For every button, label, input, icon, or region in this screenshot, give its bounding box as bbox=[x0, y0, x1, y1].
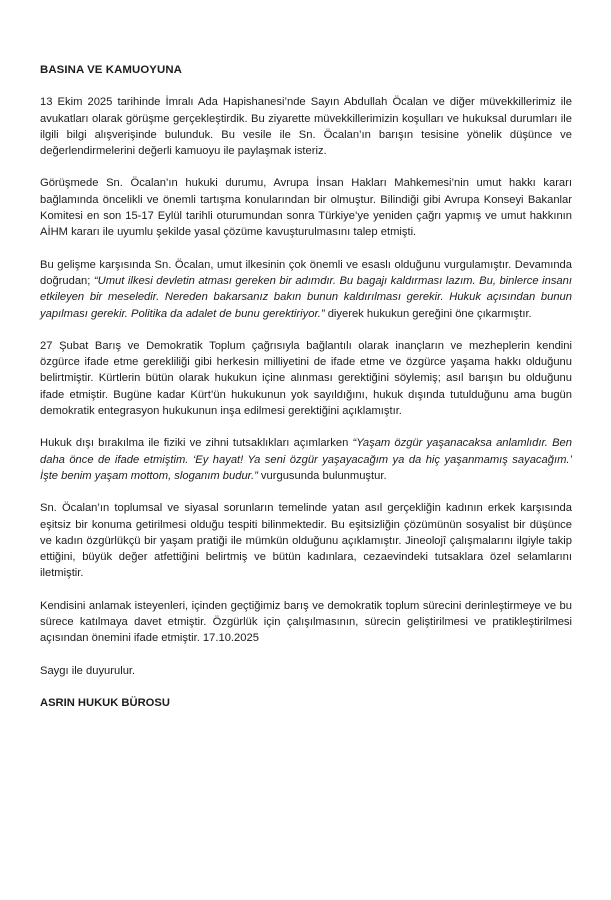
text-run: Bu gelişme karşısında Sn. Öcalan, umut ilkesinin çok önemli ve esaslı olduğunu vurgulamıştır. Devamında doğrudan; bbox=[40, 258, 572, 287]
text-run: diyerek hukukun gereğini öne çıkarmıştır. bbox=[324, 307, 532, 320]
paragraph-invitation-date bbox=[40, 598, 572, 647]
ocalan-quote-italic: “Umut ilkesi devletin atması gereken bir adımdır. Bu bagajı kaldırması lazım. Bu, binlerce insanı etkileyen bir meseledir. Nereden bakarsanız bakın bunun kaldırılması gerekir. Hukuk açısından bunun yapılması gerekir. Politika da adalet de bunu gerektiriyor.” bbox=[40, 274, 572, 320]
closing-line: Saygı ile duyurulur. bbox=[40, 664, 136, 677]
text-run: Kendisini anlamak isteyenleri, içinden geçtiğimiz barış ve demokratik toplum sürecini derinleştirmeye ve bu sürece katılmaya davet etmiştir. Özgürlük için çalışılmasının, sürecin geliştirilmesi ve pratikleştirilmesi açısından önemini ifade etmiştir. 17.10.2025 bbox=[40, 599, 572, 645]
text-run: Görüşmede Sn. Öcalan’ın hukuki durumu, Avrupa İnsan Hakları Mahkemesi’nin umut hakkı kararı bağlamında öncelikli ve önemli tartışma konularından bir olmuştur. Bilindiği gibi Avrupa Konseyi Bakanlar Komitesi en son 15-17 Eylül tarihli oturumundan sonra Türkiye’ye yeniden çağrı yapmış ve umut hakkının AİHM kararı ile uyumlu şekilde yasal çözüme kavuşturulmasını talep etmişti. bbox=[40, 177, 572, 239]
paragraph-women-equality bbox=[40, 500, 572, 581]
paragraph-hope-principle bbox=[40, 257, 572, 322]
document-title: BASINA VE KAMUOYUNA bbox=[40, 64, 182, 76]
paragraph-meeting-intro bbox=[40, 94, 572, 159]
text-run: 13 Ekim 2025 tarihinde İmralı Ada Hapishanesi’nde Sayın Abdullah Öcalan ve diğer müvekkillerimiz ile avukatları olarak görüşme gerçekleştirdik. Bu ziyarette müvekkillerimizin koşulları ve hukuksal durumları ile ilgili bilgi alışverişinde bulunduk. Bu vesile ile Sn. Öcalan’ın barışın tesisine yönelik düşünce ve değerlendirmelerini değerli kamuoyu ile paylaşmak isteriz. bbox=[40, 96, 572, 158]
ocalan-quote-italic: “Yaşam özgür yaşanacaksa anlamlıdır. Ben daha önce de ifade etmiştim. ‘Ey hayat! Ya seni özgür yaşayacağım ya da hiç yaşanmamış sayacağım.’ İşte benim yaşam mottom, sloganım budur.” bbox=[40, 437, 572, 482]
text-run: vurgusunda bulunmuştur. bbox=[257, 469, 387, 482]
paragraph-legal-status bbox=[40, 175, 572, 240]
text-run: 27 Şubat Barış ve Demokratik Toplum çağrısıyla bağlantılı olarak inançların ve mezheplerin kendini özgürce ifade etme gerekliliği gibi herkesin milliyetini de ifade etme ve özgürce yaşama hakkı olduğunu belirtmiştir. Kürtlerin bütün olarak hukukun içine alınması gerektiğini söylemiş; asıl barışın bu olduğunu ifade etmiştir. Bugüne kadar Kürt’ün hukukunun yok sayıldığını, hukuk dışında tutulduğunu ama bugün demokratik entegrasyon hukukunun inşa edilmesi gerektiğini açıklamıştır. bbox=[40, 339, 572, 418]
text-run: Hukuk dışı bırakılma ile fiziki ve zihni tutsaklıkları açımlarken bbox=[40, 437, 353, 450]
paragraph-democratic-society bbox=[40, 338, 572, 419]
signature-law-office: ASRIN HUKUK BÜROSU bbox=[40, 696, 170, 709]
paragraph-life-motto bbox=[40, 435, 572, 484]
text-run: Sn. Öcalan’ın toplumsal ve siyasal sorunların temelinde yatan asıl gerçekliğin kadının erkek karşısında eşitsiz bir konuma getirilmesi olduğu tespiti bilinmektedir. Bu eşitsizliğin çözümünün sosyalist bir düşünce ve kadın özgürlükçü bir yaşam pratiği ile mümkün olduğunu açıklamıştır. Jineolojî çalışmalarını ilgiyle takip ettiğini, büyük değer atfettiğini belirtmiş ve bütün kadınlara, cezaevindeki tutsaklara özel selamlarını iletmiştir. bbox=[40, 502, 572, 580]
